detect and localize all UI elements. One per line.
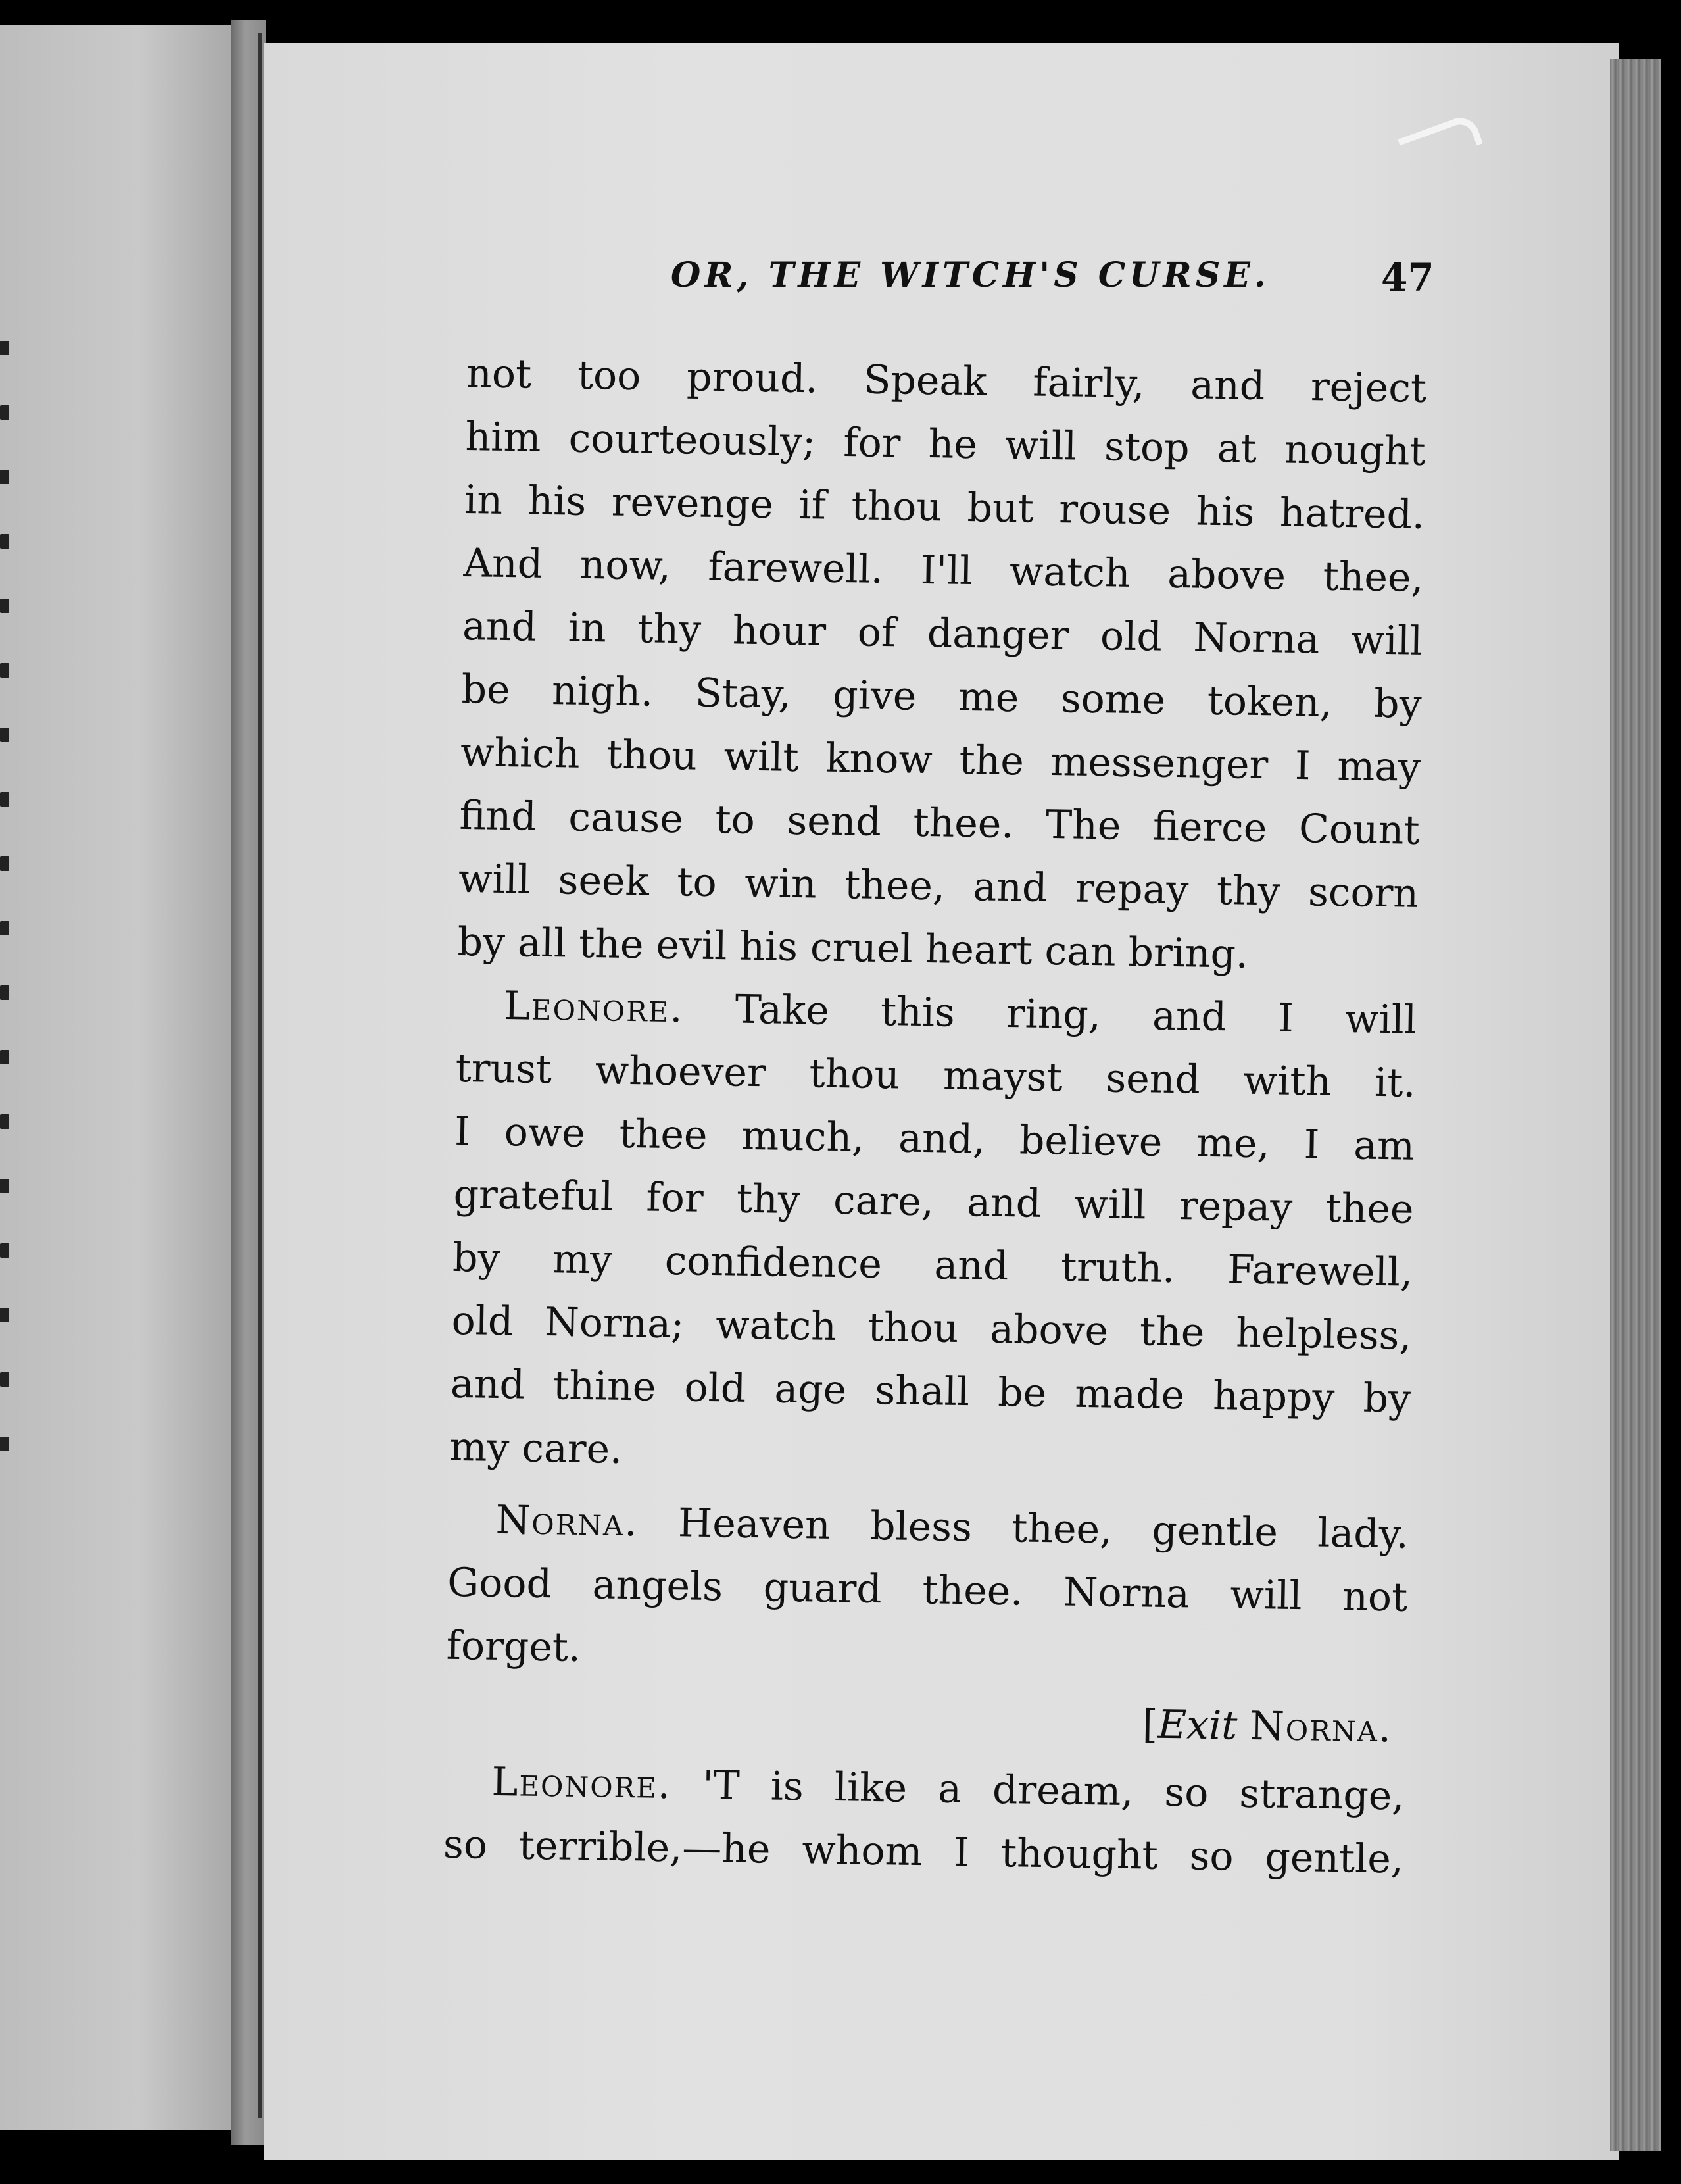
gutter-shadow [258, 33, 262, 2118]
text-line: so terrible,—he whom I thought so gentle, [443, 1821, 1404, 1883]
bracket: [ [1142, 1701, 1158, 1748]
dialogue-text: Take this ring, and I will [735, 986, 1417, 1043]
stage-verb: Exit [1157, 1701, 1238, 1749]
speaker-name: Leonore. [491, 1758, 672, 1808]
speaker-name: Norna. [495, 1497, 639, 1546]
text-line: grateful for thy care, and will repay thee [453, 1171, 1415, 1233]
text-line: and in thy hour of danger old Norna will [462, 603, 1423, 664]
text-line: in his revenge if thou but rouse his hatred. [464, 476, 1425, 538]
text-line: be nigh. Stay, give me some token, by [461, 666, 1423, 728]
text-line: find cause to send thee. The fierce Count [459, 792, 1421, 854]
text-line: him courteously; for he will stop at nought [465, 413, 1426, 475]
text-line: trust whoever thou mayst send with it. [455, 1045, 1417, 1106]
text-line: by all the evil his cruel heart can bring. [457, 918, 1249, 978]
text-line: I owe thee much, and, believe me, I am [454, 1108, 1415, 1170]
page-edge-stack [1610, 59, 1661, 2151]
text-line: Good angels guard thee. Norna will not [447, 1559, 1408, 1621]
text-line: old Norna; watch thou above the helpless, [451, 1297, 1412, 1359]
left-page-text-fragments [0, 341, 16, 1501]
text-line: my care. [449, 1424, 623, 1473]
text-line: forget. [446, 1622, 581, 1671]
text-line: will seek to win thee, and repay thy scorn [458, 855, 1419, 917]
dialogue-text: 'T is like a dream, so strange, [702, 1762, 1405, 1820]
dialogue-text: Heaven bless thee, gentle lady. [677, 1500, 1409, 1558]
body-text [443, 342, 1426, 1891]
text-line: and thine old age shall be made happy by [450, 1360, 1411, 1422]
stage-character: Norna. [1249, 1702, 1393, 1752]
text-line: not too proud. Speak fairly, and reject [466, 350, 1427, 412]
left-page-margin [0, 25, 231, 2130]
page-number: 47 [1381, 255, 1434, 300]
running-head: OR, THE WITCH'S CURSE. [671, 255, 1271, 295]
text-line: And now, farewell. I'll watch above thee, [463, 539, 1425, 601]
text-line: by my confidence and truth. Farewell, [452, 1234, 1413, 1296]
speaker-name: Leonore. [503, 983, 685, 1032]
text-line: which thou wilt know the messenger I may [460, 729, 1421, 791]
